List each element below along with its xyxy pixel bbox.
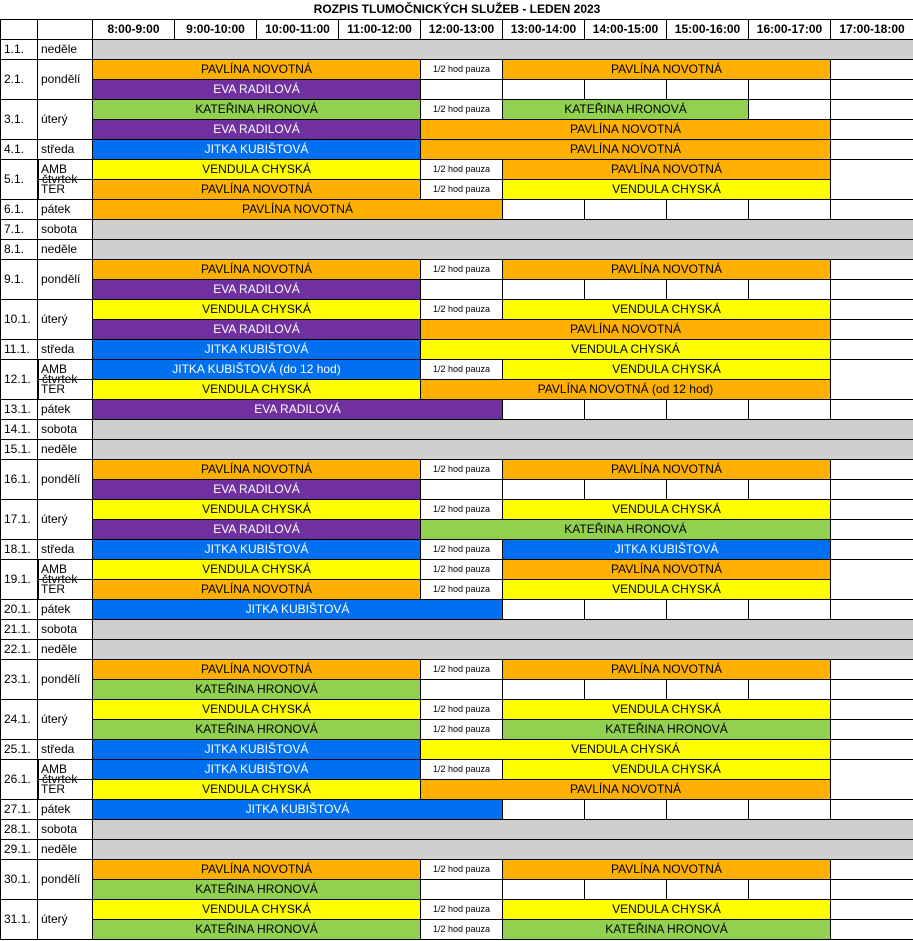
- date-label: 12.1.: [1, 360, 39, 399]
- day-row: [1, 520, 913, 540]
- shift-cell: JITKA KUBIŠTOVÁ: [93, 340, 421, 360]
- empty-cell: [831, 120, 913, 140]
- weekend-fill: [93, 420, 913, 440]
- shift-cell: VENDULA CHYSKÁ: [421, 340, 831, 360]
- day-row: [1, 160, 913, 180]
- department-tag: TER: [38, 580, 93, 600]
- day-name-cell: pondělí: [38, 860, 93, 900]
- weekend-row: [1, 640, 913, 660]
- shift-cell: VENDULA CHYSKÁ: [93, 560, 421, 580]
- empty-cell: [585, 200, 667, 220]
- date-cell: 17.1.: [1, 500, 38, 540]
- date-cell: 1.1.: [1, 40, 38, 60]
- shift-cell: PAVLÍNA NOVOTNÁ: [421, 120, 831, 140]
- pause-cell: 1/2 hod pauza: [421, 540, 503, 560]
- shift-cell: VENDULA CHYSKÁ: [503, 580, 831, 600]
- time-slot-header: 12:00-13:00: [421, 20, 503, 40]
- empty-cell: [831, 700, 913, 720]
- date-cell: 18.1.: [1, 540, 38, 560]
- time-slot-header: 13:00-14:00: [503, 20, 585, 40]
- day-name-cell: neděle: [38, 240, 93, 260]
- shift-cell: VENDULA CHYSKÁ: [93, 700, 421, 720]
- date-cell: 13.1.: [1, 400, 38, 420]
- day-row: [1, 80, 913, 100]
- empty-cell: [831, 500, 913, 520]
- empty-cell: [831, 280, 913, 300]
- day-row: [1, 880, 913, 900]
- empty-cell: [831, 260, 913, 280]
- day-row: [1, 860, 913, 880]
- department-tag: TER: [38, 780, 93, 800]
- pause-cell: 1/2 hod pauza: [421, 300, 503, 320]
- empty-cell: [749, 200, 831, 220]
- day-name-cell: pondělí: [38, 460, 93, 500]
- empty-cell: [421, 280, 503, 300]
- date-cell: 21.1.: [1, 620, 38, 640]
- day-row: [1, 680, 913, 700]
- empty-cell: [831, 100, 913, 120]
- day-name-cell: neděle: [38, 440, 93, 460]
- day-row: [1, 320, 913, 340]
- shift-cell: PAVLÍNA NOVOTNÁ: [503, 160, 831, 180]
- weekend-row: [1, 620, 913, 640]
- page-title: ROZPIS TLUMOČNICKÝCH SLUŽEB - LEDEN 2023: [313, 2, 601, 16]
- empty-cell: [667, 880, 749, 900]
- date-cell: 11.1.: [1, 340, 38, 360]
- empty-cell: [831, 880, 913, 900]
- department-tag: AMB: [38, 160, 93, 180]
- date-cell: 25.1.: [1, 740, 38, 760]
- weekend-fill: [93, 820, 913, 840]
- pause-cell: 1/2 hod pauza: [421, 920, 503, 940]
- empty-cell: [503, 280, 585, 300]
- day-row: [1, 920, 913, 940]
- day-name-cell: sobota: [38, 620, 93, 640]
- day-row: [1, 720, 913, 740]
- pause-cell: 1/2 hod pauza: [421, 260, 503, 280]
- day-name-label: čtvrtek: [42, 772, 78, 786]
- empty-cell: [831, 800, 913, 820]
- pause-cell: 1/2 hod pauza: [421, 720, 503, 740]
- day-row: [1, 340, 913, 360]
- empty-cell: [749, 400, 831, 420]
- day-row: [1, 200, 913, 220]
- pause-cell: 1/2 hod pauza: [421, 180, 503, 200]
- shift-cell: VENDULA CHYSKÁ: [503, 760, 831, 780]
- day-name-cell: středa: [38, 540, 93, 560]
- weekend-row: [1, 440, 913, 460]
- day-row: [1, 140, 913, 160]
- date-cell: 15.1.: [1, 440, 38, 460]
- shift-cell: KATEŘINA HRONOVÁ: [503, 100, 749, 120]
- day-row: [1, 60, 913, 80]
- date-label: 26.1.: [1, 760, 39, 799]
- date-cell: 9.1.: [1, 260, 38, 300]
- empty-cell: [667, 400, 749, 420]
- empty-cell: [585, 680, 667, 700]
- shift-cell: JITKA KUBIŠTOVÁ (do 12 hod): [93, 360, 421, 380]
- day-row: [1, 260, 913, 280]
- shift-cell: JITKA KUBIŠTOVÁ: [93, 140, 421, 160]
- shift-cell: JITKA KUBIŠTOVÁ: [503, 540, 831, 560]
- shift-cell: JITKA KUBIŠTOVÁ: [93, 600, 503, 620]
- day-name-cell: sobota: [38, 420, 93, 440]
- weekend-fill: [93, 40, 913, 60]
- empty-cell: [421, 680, 503, 700]
- header-blank: [38, 20, 93, 40]
- empty-cell: [831, 60, 913, 80]
- day-row: [1, 700, 913, 720]
- day-name-cell: pátek: [38, 600, 93, 620]
- date-cell: 14.1.: [1, 420, 38, 440]
- shift-cell: EVA RADILOVÁ: [93, 120, 421, 140]
- date-cell: 27.1.: [1, 800, 38, 820]
- day-name-label: čtvrtek: [42, 372, 78, 386]
- date-day-wrap: [1, 760, 94, 799]
- day-name-cell: pátek: [38, 400, 93, 420]
- date-cell: 20.1.: [1, 600, 38, 620]
- shift-cell: VENDULA CHYSKÁ: [503, 700, 831, 720]
- shift-cell: PAVLÍNA NOVOTNÁ: [421, 320, 831, 340]
- shift-cell: VENDULA CHYSKÁ: [421, 740, 831, 760]
- empty-cell: [831, 860, 913, 880]
- empty-cell: [667, 80, 749, 100]
- empty-cell: [503, 400, 585, 420]
- weekend-row: [1, 840, 913, 860]
- empty-cell: [667, 680, 749, 700]
- empty-cell: [421, 880, 503, 900]
- weekend-row: [1, 240, 913, 260]
- pause-cell: 1/2 hod pauza: [421, 360, 503, 380]
- empty-cell: [831, 680, 913, 700]
- shift-cell: PAVLÍNA NOVOTNÁ: [93, 580, 421, 600]
- shift-cell: VENDULA CHYSKÁ: [93, 380, 421, 400]
- pause-cell: 1/2 hod pauza: [421, 60, 503, 80]
- day-row: [1, 280, 913, 300]
- empty-cell: [503, 600, 585, 620]
- shift-cell: JITKA KUBIŠTOVÁ: [93, 800, 503, 820]
- pause-cell: 1/2 hod pauza: [421, 660, 503, 680]
- empty-cell: [503, 200, 585, 220]
- date-cell: 22.1.: [1, 640, 38, 660]
- date-cell: 4.1.: [1, 140, 38, 160]
- weekend-fill: [93, 440, 913, 460]
- empty-cell: [421, 80, 503, 100]
- pause-cell: 1/2 hod pauza: [421, 860, 503, 880]
- day-name-cell: úterý: [38, 100, 93, 140]
- date-label: 19.1.: [1, 560, 39, 599]
- time-header-row: [1, 20, 913, 40]
- date-cell: 8.1.: [1, 240, 38, 260]
- weekend-fill: [93, 840, 913, 860]
- empty-cell: [503, 800, 585, 820]
- day-row: [1, 120, 913, 140]
- empty-cell: [749, 80, 831, 100]
- shift-cell: PAVLÍNA NOVOTNÁ: [503, 260, 831, 280]
- empty-cell: [749, 480, 831, 500]
- empty-cell: [831, 340, 913, 360]
- day-row: [1, 460, 913, 480]
- pause-cell: 1/2 hod pauza: [421, 100, 503, 120]
- empty-cell: [831, 320, 913, 340]
- shift-cell: EVA RADILOVÁ: [93, 520, 421, 540]
- day-row: [1, 500, 913, 520]
- shift-cell: VENDULA CHYSKÁ: [93, 780, 421, 800]
- weekend-row: [1, 820, 913, 840]
- shift-cell: PAVLÍNA NOVOTNÁ: [503, 460, 831, 480]
- department-tag: TER: [38, 380, 93, 400]
- shift-cell: KATEŘINA HRONOVÁ: [421, 520, 831, 540]
- shift-cell: JITKA KUBIŠTOVÁ: [93, 740, 421, 760]
- weekend-fill: [93, 620, 913, 640]
- date-cell: 3.1.: [1, 100, 38, 140]
- pause-cell: 1/2 hod pauza: [421, 500, 503, 520]
- pause-cell: 1/2 hod pauza: [421, 460, 503, 480]
- empty-cell: [831, 520, 913, 540]
- shift-cell: PAVLÍNA NOVOTNÁ: [421, 140, 831, 160]
- date-cell: 29.1.: [1, 840, 38, 860]
- shift-cell: PAVLÍNA NOVOTNÁ (od 12 hod): [421, 380, 831, 400]
- empty-cell: [667, 800, 749, 820]
- day-row: [1, 180, 913, 200]
- shift-cell: VENDULA CHYSKÁ: [503, 900, 831, 920]
- day-name-cell: neděle: [38, 40, 93, 60]
- weekend-fill: [93, 640, 913, 660]
- empty-cell: [421, 480, 503, 500]
- empty-cell: [585, 480, 667, 500]
- day-row: [1, 360, 913, 380]
- day-row: [1, 100, 913, 120]
- weekend-row: [1, 220, 913, 240]
- shift-cell: EVA RADILOVÁ: [93, 320, 421, 340]
- date-cell: 23.1.: [1, 660, 38, 700]
- shift-cell: KATEŘINA HRONOVÁ: [503, 720, 831, 740]
- shift-cell: KATEŘINA HRONOVÁ: [93, 720, 421, 740]
- empty-cell: [831, 720, 913, 740]
- shift-cell: PAVLÍNA NOVOTNÁ: [93, 180, 421, 200]
- pause-cell: 1/2 hod pauza: [421, 560, 503, 580]
- day-row: [1, 580, 913, 600]
- shift-cell: PAVLÍNA NOVOTNÁ: [93, 200, 503, 220]
- shift-cell: PAVLÍNA NOVOTNÁ: [503, 660, 831, 680]
- empty-cell: [831, 80, 913, 100]
- time-slot-header: 10:00-11:00: [257, 20, 339, 40]
- shift-cell: JITKA KUBIŠTOVÁ: [93, 540, 421, 560]
- day-name-cell: pátek: [38, 200, 93, 220]
- empty-cell: [831, 140, 913, 160]
- day-row: [1, 660, 913, 680]
- empty-cell: [749, 880, 831, 900]
- empty-cell: [831, 920, 913, 940]
- empty-cell: [749, 280, 831, 300]
- time-slot-header: 16:00-17:00: [749, 20, 831, 40]
- day-name-cell: pondělí: [38, 60, 93, 100]
- department-tag: AMB: [38, 560, 93, 580]
- weekend-fill: [93, 240, 913, 260]
- day-row: [1, 600, 913, 620]
- shift-cell: PAVLÍNA NOVOTNÁ: [93, 860, 421, 880]
- date-label: 5.1.: [1, 160, 39, 199]
- empty-cell: [667, 280, 749, 300]
- empty-cell: [831, 400, 913, 420]
- shift-cell: PAVLÍNA NOVOTNÁ: [93, 460, 421, 480]
- day-name-label: čtvrtek: [42, 172, 78, 186]
- empty-cell: [749, 800, 831, 820]
- day-name-cell: úterý: [38, 700, 93, 740]
- empty-cell: [831, 460, 913, 480]
- pause-cell: 1/2 hod pauza: [421, 160, 503, 180]
- time-slot-header: 8:00-9:00: [93, 20, 175, 40]
- shift-cell: VENDULA CHYSKÁ: [503, 180, 831, 200]
- empty-cell: [585, 400, 667, 420]
- day-row: [1, 480, 913, 500]
- shift-cell: KATEŘINA HRONOVÁ: [93, 680, 421, 700]
- empty-cell: [585, 280, 667, 300]
- day-name-label: čtvrtek: [42, 572, 78, 586]
- weekend-fill: [93, 220, 913, 240]
- day-name-cell: sobota: [38, 820, 93, 840]
- pause-cell: 1/2 hod pauza: [421, 900, 503, 920]
- empty-cell: [503, 680, 585, 700]
- empty-cell: [585, 80, 667, 100]
- empty-cell: [667, 200, 749, 220]
- shift-cell: PAVLÍNA NOVOTNÁ: [421, 780, 831, 800]
- shift-cell: KATEŘINA HRONOVÁ: [93, 920, 421, 940]
- empty-cell: [831, 480, 913, 500]
- shift-cell: EVA RADILOVÁ: [93, 480, 421, 500]
- day-name-cell: pondělí: [38, 660, 93, 700]
- shift-cell: KATEŘINA HRONOVÁ: [93, 880, 421, 900]
- pause-cell: 1/2 hod pauza: [421, 580, 503, 600]
- empty-cell: [749, 600, 831, 620]
- empty-cell: [667, 600, 749, 620]
- day-row: [1, 780, 913, 800]
- date-cell: 10.1.: [1, 300, 38, 340]
- empty-cell: [749, 680, 831, 700]
- empty-cell: [585, 800, 667, 820]
- shift-cell: PAVLÍNA NOVOTNÁ: [93, 660, 421, 680]
- date-cell: 6.1.: [1, 200, 38, 220]
- day-name-cell: úterý: [38, 500, 93, 540]
- day-row: [1, 400, 913, 420]
- shift-cell: JITKA KUBIŠTOVÁ: [93, 760, 421, 780]
- time-slot-header: 14:00-15:00: [585, 20, 667, 40]
- shift-cell: EVA RADILOVÁ: [93, 80, 421, 100]
- shift-cell: KATEŘINA HRONOVÁ: [93, 100, 421, 120]
- day-row: [1, 740, 913, 760]
- date-day-wrap: [1, 560, 94, 599]
- date-cell: 30.1.: [1, 860, 38, 900]
- shift-cell: PAVLÍNA NOVOTNÁ: [503, 60, 831, 80]
- empty-cell: [831, 900, 913, 920]
- day-name-cell: středa: [38, 740, 93, 760]
- day-name-cell: pondělí: [38, 260, 93, 300]
- pause-cell: 1/2 hod pauza: [421, 760, 503, 780]
- date-cell: 16.1.: [1, 460, 38, 500]
- empty-cell: [585, 600, 667, 620]
- shift-cell: PAVLÍNA NOVOTNÁ: [503, 560, 831, 580]
- shift-cell: PAVLÍNA NOVOTNÁ: [93, 260, 421, 280]
- day-name-cell: středa: [38, 340, 93, 360]
- department-tag: AMB: [38, 760, 93, 780]
- weekend-row: [1, 420, 913, 440]
- schedule-body: [1, 40, 913, 940]
- department-tag: TER: [38, 180, 93, 200]
- empty-cell: [831, 740, 913, 760]
- date-day-wrap: [1, 360, 94, 399]
- empty-cell: [831, 200, 913, 220]
- day-name-cell: pátek: [38, 800, 93, 820]
- day-row: [1, 540, 913, 560]
- day-name-cell: neděle: [38, 840, 93, 860]
- shift-cell: VENDULA CHYSKÁ: [93, 500, 421, 520]
- day-name-cell: středa: [38, 140, 93, 160]
- shift-cell: EVA RADILOVÁ: [93, 280, 421, 300]
- time-slot-header: 15:00-16:00: [667, 20, 749, 40]
- empty-cell: [749, 100, 831, 120]
- shift-cell: EVA RADILOVÁ: [93, 400, 503, 420]
- day-row: [1, 560, 913, 580]
- day-name-cell: úterý: [38, 900, 93, 940]
- shift-cell: PAVLÍNA NOVOTNÁ: [503, 860, 831, 880]
- department-tag: AMB: [38, 360, 93, 380]
- time-slot-header: 11:00-12:00: [339, 20, 421, 40]
- empty-cell: [831, 600, 913, 620]
- date-cell: 2.1.: [1, 60, 38, 100]
- shift-cell: VENDULA CHYSKÁ: [93, 300, 421, 320]
- date-cell: 28.1.: [1, 820, 38, 840]
- day-row: [1, 300, 913, 320]
- shift-cell: VENDULA CHYSKÁ: [503, 300, 831, 320]
- empty-cell: [831, 540, 913, 560]
- date-day-wrap: [1, 160, 94, 199]
- shift-cell: VENDULA CHYSKÁ: [503, 360, 831, 380]
- date-cell: 31.1.: [1, 900, 38, 940]
- shift-cell: PAVLÍNA NOVOTNÁ: [93, 60, 421, 80]
- day-name-cell: úterý: [38, 300, 93, 340]
- day-row: [1, 900, 913, 920]
- shift-cell: VENDULA CHYSKÁ: [93, 160, 421, 180]
- day-row: [1, 380, 913, 400]
- day-name-cell: neděle: [38, 640, 93, 660]
- shift-cell: KATEŘINA HRONOVÁ: [503, 920, 831, 940]
- shift-cell: VENDULA CHYSKÁ: [503, 500, 831, 520]
- date-cell: 24.1.: [1, 700, 38, 740]
- empty-cell: [503, 80, 585, 100]
- day-name-cell: sobota: [38, 220, 93, 240]
- empty-cell: [503, 480, 585, 500]
- empty-cell: [831, 660, 913, 680]
- day-row: [1, 760, 913, 780]
- day-row: [1, 800, 913, 820]
- time-slot-header: 17:00-18:00: [831, 20, 913, 40]
- empty-cell: [831, 300, 913, 320]
- empty-cell: [503, 880, 585, 900]
- time-slot-header: 9:00-10:00: [175, 20, 257, 40]
- pause-cell: 1/2 hod pauza: [421, 700, 503, 720]
- empty-cell: [667, 480, 749, 500]
- date-cell: 7.1.: [1, 220, 38, 240]
- weekend-row: [1, 40, 913, 60]
- header-blank: [1, 20, 38, 40]
- empty-cell: [585, 880, 667, 900]
- shift-cell: VENDULA CHYSKÁ: [93, 900, 421, 920]
